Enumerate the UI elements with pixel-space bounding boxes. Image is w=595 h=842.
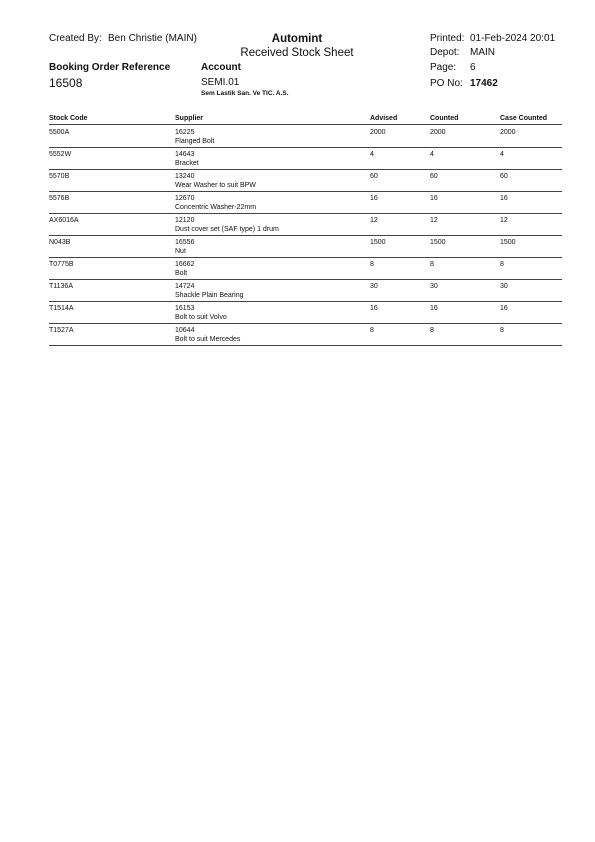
cell-stock-code: T1514A	[49, 305, 74, 312]
cell-advised: 8	[370, 261, 374, 268]
cell-description: Concentric Washer-22mm	[175, 204, 257, 211]
page-label: Page:	[430, 62, 457, 73]
depot-value: MAIN	[470, 47, 495, 58]
cell-case-counted: 4	[500, 151, 504, 158]
table-row	[49, 192, 562, 214]
cell-supplier: 16153	[175, 305, 195, 312]
cell-description: Wear Washer to suit BPW	[175, 182, 256, 189]
table-row	[49, 324, 562, 346]
booking-ref-label: Booking Order Reference	[49, 62, 171, 73]
po-label: PO No:	[430, 78, 463, 89]
table-row	[49, 302, 562, 324]
cell-advised: 16	[370, 195, 378, 202]
cell-counted: 60	[430, 173, 438, 180]
account-label: Account	[201, 62, 241, 73]
cell-case-counted: 16	[500, 195, 508, 202]
printed-label: Printed:	[430, 33, 465, 44]
created-by-value: Ben Christie (MAIN)	[108, 33, 197, 44]
cell-advised: 1500	[370, 239, 386, 246]
cell-stock-code: 5552W	[49, 151, 72, 158]
cell-counted: 8	[430, 327, 434, 334]
created-by-label: Created By:	[49, 33, 102, 44]
cell-counted: 16	[430, 195, 438, 202]
cell-stock-code: T1136A	[49, 283, 73, 290]
cell-counted: 12	[430, 217, 438, 224]
cell-advised: 30	[370, 283, 378, 290]
printed-value: 01-Feb-2024 20:01	[470, 33, 556, 44]
document-title: Automint	[271, 33, 323, 45]
table-row	[49, 126, 562, 148]
cell-advised: 8	[370, 327, 374, 334]
cell-counted: 2000	[430, 129, 446, 136]
account-name: Sem Lastik San. Ve TIC. A.S.	[201, 90, 289, 97]
cell-stock-code: T0775B	[49, 261, 74, 268]
cell-description: Shackle Plain Bearing	[175, 292, 244, 299]
table-row	[49, 214, 562, 236]
cell-stock-code: 5576B	[49, 195, 70, 202]
cell-description: Bolt to suit Volvo	[175, 314, 227, 321]
cell-description: Bolt	[175, 270, 188, 277]
cell-case-counted: 12	[500, 217, 508, 224]
cell-stock-code: 5570B	[49, 173, 70, 180]
col-stock-code: Stock Code	[49, 115, 88, 122]
booking-ref-value: 16508	[49, 76, 83, 90]
cell-description: Bolt to suit Mercedes	[175, 336, 241, 343]
cell-stock-code: N043B	[49, 239, 71, 246]
cell-advised: 12	[370, 217, 378, 224]
cell-counted: 8	[430, 261, 434, 268]
cell-stock-code: AX6016A	[49, 217, 79, 224]
cell-supplier: 16662	[175, 261, 195, 268]
table-row	[49, 280, 562, 302]
col-counted: Counted	[430, 115, 459, 122]
document-subtitle: Received Stock Sheet	[240, 47, 354, 59]
depot-label: Depot:	[430, 47, 460, 58]
po-value: 17462	[470, 78, 498, 89]
row-divider	[49, 345, 562, 346]
cell-supplier: 12670	[175, 195, 195, 202]
cell-stock-code: 5500A	[49, 129, 70, 136]
cell-supplier: 14643	[175, 151, 195, 158]
cell-supplier: 13240	[175, 173, 195, 180]
cell-supplier: 14724	[175, 283, 195, 290]
cell-description: Bracket	[175, 160, 199, 167]
cell-supplier: 10644	[175, 327, 195, 334]
page-value: 6	[470, 62, 476, 73]
cell-counted: 1500	[430, 239, 446, 246]
cell-case-counted: 60	[500, 173, 508, 180]
cell-advised: 2000	[370, 129, 386, 136]
cell-case-counted: 2000	[500, 129, 516, 136]
account-code: SEMI.01	[201, 77, 240, 88]
cell-description: Flanged Bolt	[175, 138, 215, 145]
cell-advised: 16	[370, 305, 378, 312]
cell-case-counted: 30	[500, 283, 508, 290]
col-case-counted: Case Counted	[500, 115, 548, 122]
cell-supplier: 16225	[175, 129, 195, 136]
cell-description: Dust cover set (SAF type) 1 drum	[175, 226, 279, 233]
table-row	[49, 258, 562, 280]
cell-description: Nut	[175, 248, 186, 255]
cell-counted: 4	[430, 151, 434, 158]
cell-supplier: 12120	[175, 217, 195, 224]
col-supplier: Supplier	[175, 115, 204, 122]
cell-case-counted: 8	[500, 261, 504, 268]
table-row	[49, 170, 562, 192]
cell-stock-code: T1527A	[49, 327, 74, 334]
cell-advised: 4	[370, 151, 374, 158]
table-row	[49, 236, 562, 258]
cell-supplier: 16556	[175, 239, 195, 246]
cell-advised: 60	[370, 173, 378, 180]
cell-case-counted: 1500	[500, 239, 516, 246]
cell-case-counted: 16	[500, 305, 508, 312]
cell-case-counted: 8	[500, 327, 504, 334]
header-divider	[49, 124, 562, 125]
col-advised: Advised	[370, 115, 398, 122]
cell-counted: 16	[430, 305, 438, 312]
cell-counted: 30	[430, 283, 438, 290]
table-row	[49, 148, 562, 170]
